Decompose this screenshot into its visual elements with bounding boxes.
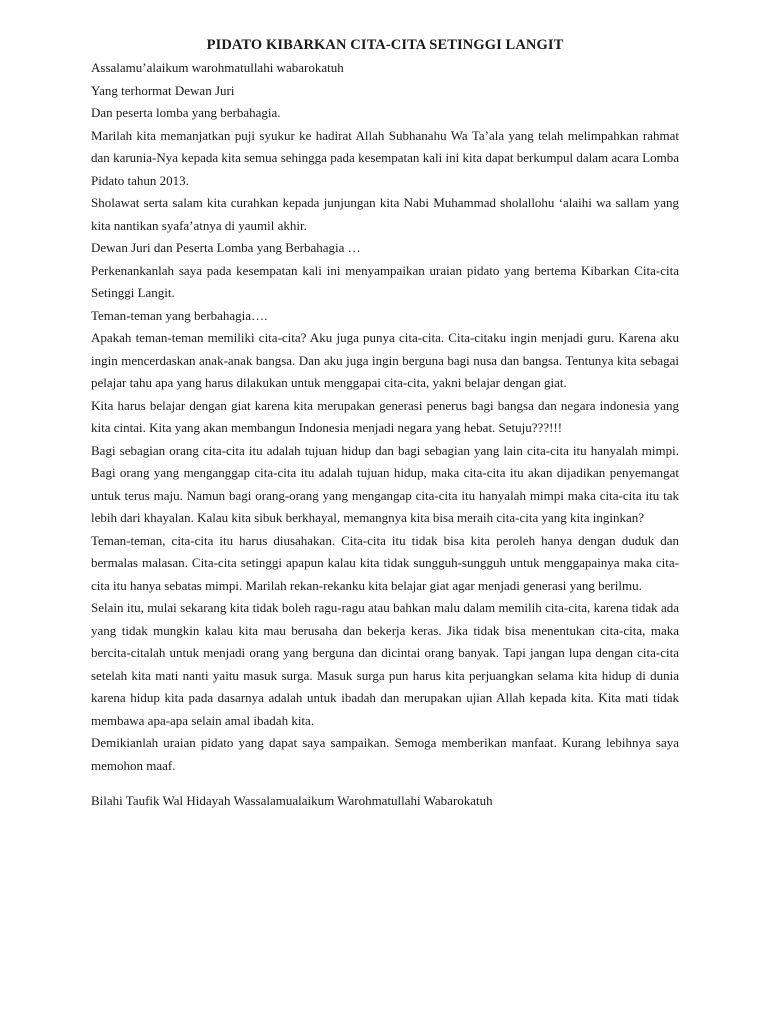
paragraph-body-3: Bagi sebagian orang cita-cita itu adalah tujuan hidup dan bagi sebagian yang lain cita-cita itu hanyalah mimpi. Bagi orang yang menganggap cita-cita itu adalah tujuan hidup, maka cita-cita itu akan dijadikan penyemangat untuk terus maju. Namun bagi orang-orang yang mengangap cita-cita itu hanyalah mimpi maka cita-cita itu tak lebih dari khayalan. Kalau kita sibuk berkhayal, memangnya kita bisa meraih cita-cita yang kita inginkan? [91,442,679,525]
paragraph-body-1: Apakah teman-teman memiliki cita-cita? Aku juga punya cita-cita. Cita-citaku ingin menjadi guru. Karena aku ingin mencerdaskan anak-anak bangsa. Dan aku juga ingin berguna bagi nusa dan bangsa. Tentunya kita sebagai pelajar tahu apa yang harus dilakukan untuk menggapai cita-cita, yakni belajar dengan giat. [91,330,679,390]
paragraph-greeting: Assalamu’alaikum warohmatullahi wabarokatuh [91,60,344,75]
paragraph-address-jury: Yang terhormat Dewan Juri [91,82,235,98]
paragraph-sholawat: Sholawat serta salam kita curahkan kepada junjungan kita Nabi Muhammad sholallohu ‘alaihi wa sallam yang kita nantikan syafa’atnya di yaumil akhir. [91,195,679,233]
page-title: PIDATO KIBARKAN CITA-CITA SETINGGI LANGIT [206,37,564,53]
paragraph-body-5: Selain itu, mulai sekarang kita tidak boleh ragu-ragu atau bahkan malu dalam memilih cita-cita, karena tidak ada yang tidak mungkin kalau kita mau berusaha dan bekerja keras. Jika tidak bisa menentukan cita-cita, maka bercita-citalah untuk menjadi orang yang berguna dan dicintai orang banyak. Tapi jangan lupa dengan cita-cita setelah kita mati nanti yaitu masuk surga. Masuk surga pun harus kita perjuangkan selama kita hidup di dunia karena hidup kita pada dasarnya adalah untuk ibadah dan merupakan ujian Allah kepada kita. Kita mati tidak membawa apa-apa selain amal ibadah kita. [91,600,679,728]
paragraph-introduction: Perkenankanlah saya pada kesempatan kali ini menyampaikan uraian pidato yang bertema Kibarkan Cita-cita Setinggi Langit. [91,262,679,300]
paragraph-address-participants: Dan peserta lomba yang berbahagia. [91,105,281,120]
paragraph-address-audience: Dewan Juri dan Peserta Lomba yang Berbahagia … [91,240,361,255]
paragraph-conclusion: Demikianlah uraian pidato yang dapat saya sampaikan. Semoga memberikan manfaat. Kurang lebihnya saya memohon maaf. [91,735,679,773]
document-page [91,34,679,813]
paragraph-body-4: Teman-teman, cita-cita itu harus diusahakan. Cita-cita itu tidak bisa kita peroleh hanya dengan duduk dan bermalas malasan. Cita-cita setinggi apapun kalau kita tidak sungguh-sungguh untuk menggapainya maka cita-cita itu hanya sebatas mimpi. Marilah rekan-rekanku kita belajar giat agar menjadi generasi yang berilmu. [91,532,679,593]
paragraph-gratitude: Marilah kita memanjatkan puji syukur ke hadirat Allah Subhanahu Wa Ta’ala yang telah melimpahkan rahmat dan karunia-Nya kepada kita semua sehingga pada kesempatan kali ini kita dapat berkumpul dalam acara Lomba Pidato tahun 2013. [91,127,679,188]
paragraph-address-friends: Teman-teman yang berbahagia…. [91,307,268,323]
paragraph-body-2: Kita harus belajar dengan giat karena kita merupakan generasi penerus bagi bangsa dan negara indonesia yang kita cintai. Kita yang akan membangun Indonesia menjadi negara yang hebat. Setuju???!!! [91,397,679,435]
paragraph-closing: Bilahi Taufik Wal Hidayah Wassalamualaikum Warohmatullahi Wabarokatuh [91,793,493,808]
